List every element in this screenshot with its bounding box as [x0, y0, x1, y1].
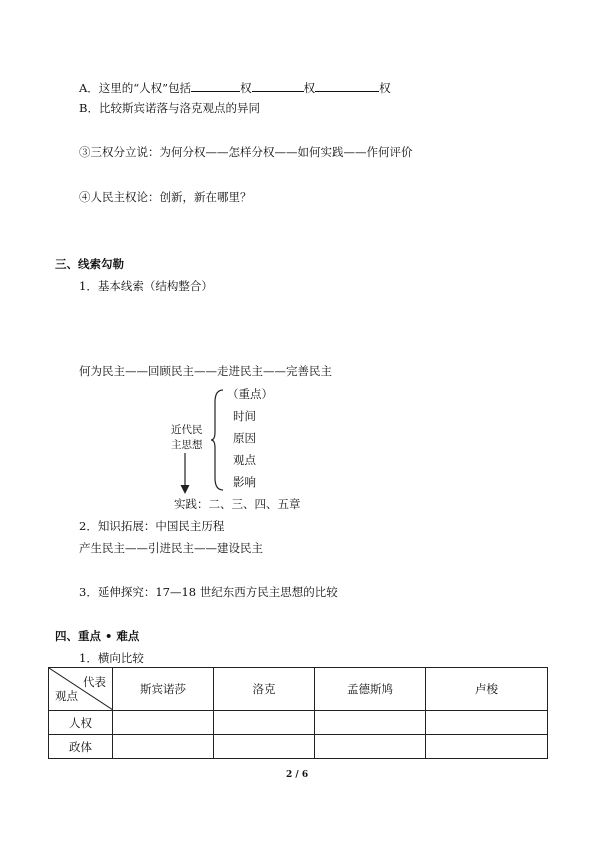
- corner-bottom-label: 观点: [55, 689, 78, 703]
- brace-item-cause: 原因: [233, 431, 256, 445]
- item-a-prefix: A．这里的“人权”包括: [79, 81, 192, 95]
- blank-1[interactable]: [191, 80, 240, 92]
- section-three-heading: 三、线索勾勒: [55, 257, 124, 271]
- table-header-row: [49, 668, 548, 711]
- section-three-sub1: 1．基本线索（结构整合）: [79, 279, 213, 293]
- table-cell[interactable]: [113, 735, 214, 759]
- section-four-heading: 四、重点 • 难点: [55, 629, 140, 643]
- item-a: [79, 80, 391, 95]
- table-cell[interactable]: [214, 735, 315, 759]
- table-cell[interactable]: [315, 711, 426, 735]
- item-a-word-2: 权: [303, 81, 316, 95]
- table-cell[interactable]: [426, 735, 548, 759]
- flow-democracy: 何为民主——回顾民主——走进民主——完善民主: [79, 364, 332, 378]
- brace-item-focus: （重点）: [227, 387, 273, 401]
- diagram-left-label-2: 主思想: [171, 439, 203, 451]
- brace-icon: [210, 388, 226, 492]
- brace-item-impact: 影响: [233, 475, 256, 489]
- page-number: 2 / 6: [286, 770, 309, 780]
- section-three-sub2: 2．知识拓展：中国民主历程: [79, 519, 225, 533]
- table-row: [49, 711, 548, 735]
- row-header: 人权: [49, 711, 113, 735]
- item-a-word-1: 权: [240, 81, 252, 95]
- table-cell[interactable]: [214, 711, 315, 735]
- blank-3[interactable]: [315, 80, 379, 92]
- row-header: 政体: [49, 735, 113, 759]
- practice-chapters: 实践：二、三、四、五章: [174, 497, 301, 511]
- column-header: 孟德斯鸠: [315, 668, 426, 711]
- column-header: 洛克: [214, 668, 315, 711]
- flow-china-democracy: 产生民主——引进民主——建设民主: [79, 541, 263, 555]
- table-cell[interactable]: [426, 711, 548, 735]
- blank-2[interactable]: [252, 80, 304, 92]
- arrow-down-icon: [179, 453, 191, 495]
- item-a-word-3: 权: [379, 81, 391, 95]
- brace-item-time: 时间: [233, 409, 256, 423]
- column-header: 卢梭: [426, 668, 548, 711]
- table-corner-cell: [49, 668, 113, 711]
- section-four-sub1: 1．横向比较: [79, 651, 144, 665]
- section-three-sub3: 3．延伸探究：17—18 世纪东西方民主思想的比较: [79, 585, 338, 599]
- item-popular-sovereignty: ④人民主权论：创新，新在哪里？: [79, 190, 252, 204]
- table-cell[interactable]: [113, 711, 214, 735]
- diagram-left-label-1: 近代民: [171, 424, 203, 436]
- brace-item-view: 观点: [233, 453, 256, 467]
- column-header: 斯宾诺莎: [113, 668, 214, 711]
- item-b: B．比较斯宾诺落与洛克观点的异同: [79, 101, 260, 115]
- item-three-powers: ③三权分立说：为何分权——怎样分权——如何实践——作何评价: [79, 145, 413, 159]
- comparison-table: [48, 667, 548, 759]
- table-row: [49, 735, 548, 759]
- table-cell[interactable]: [315, 735, 426, 759]
- corner-top-label: 代表: [83, 675, 106, 689]
